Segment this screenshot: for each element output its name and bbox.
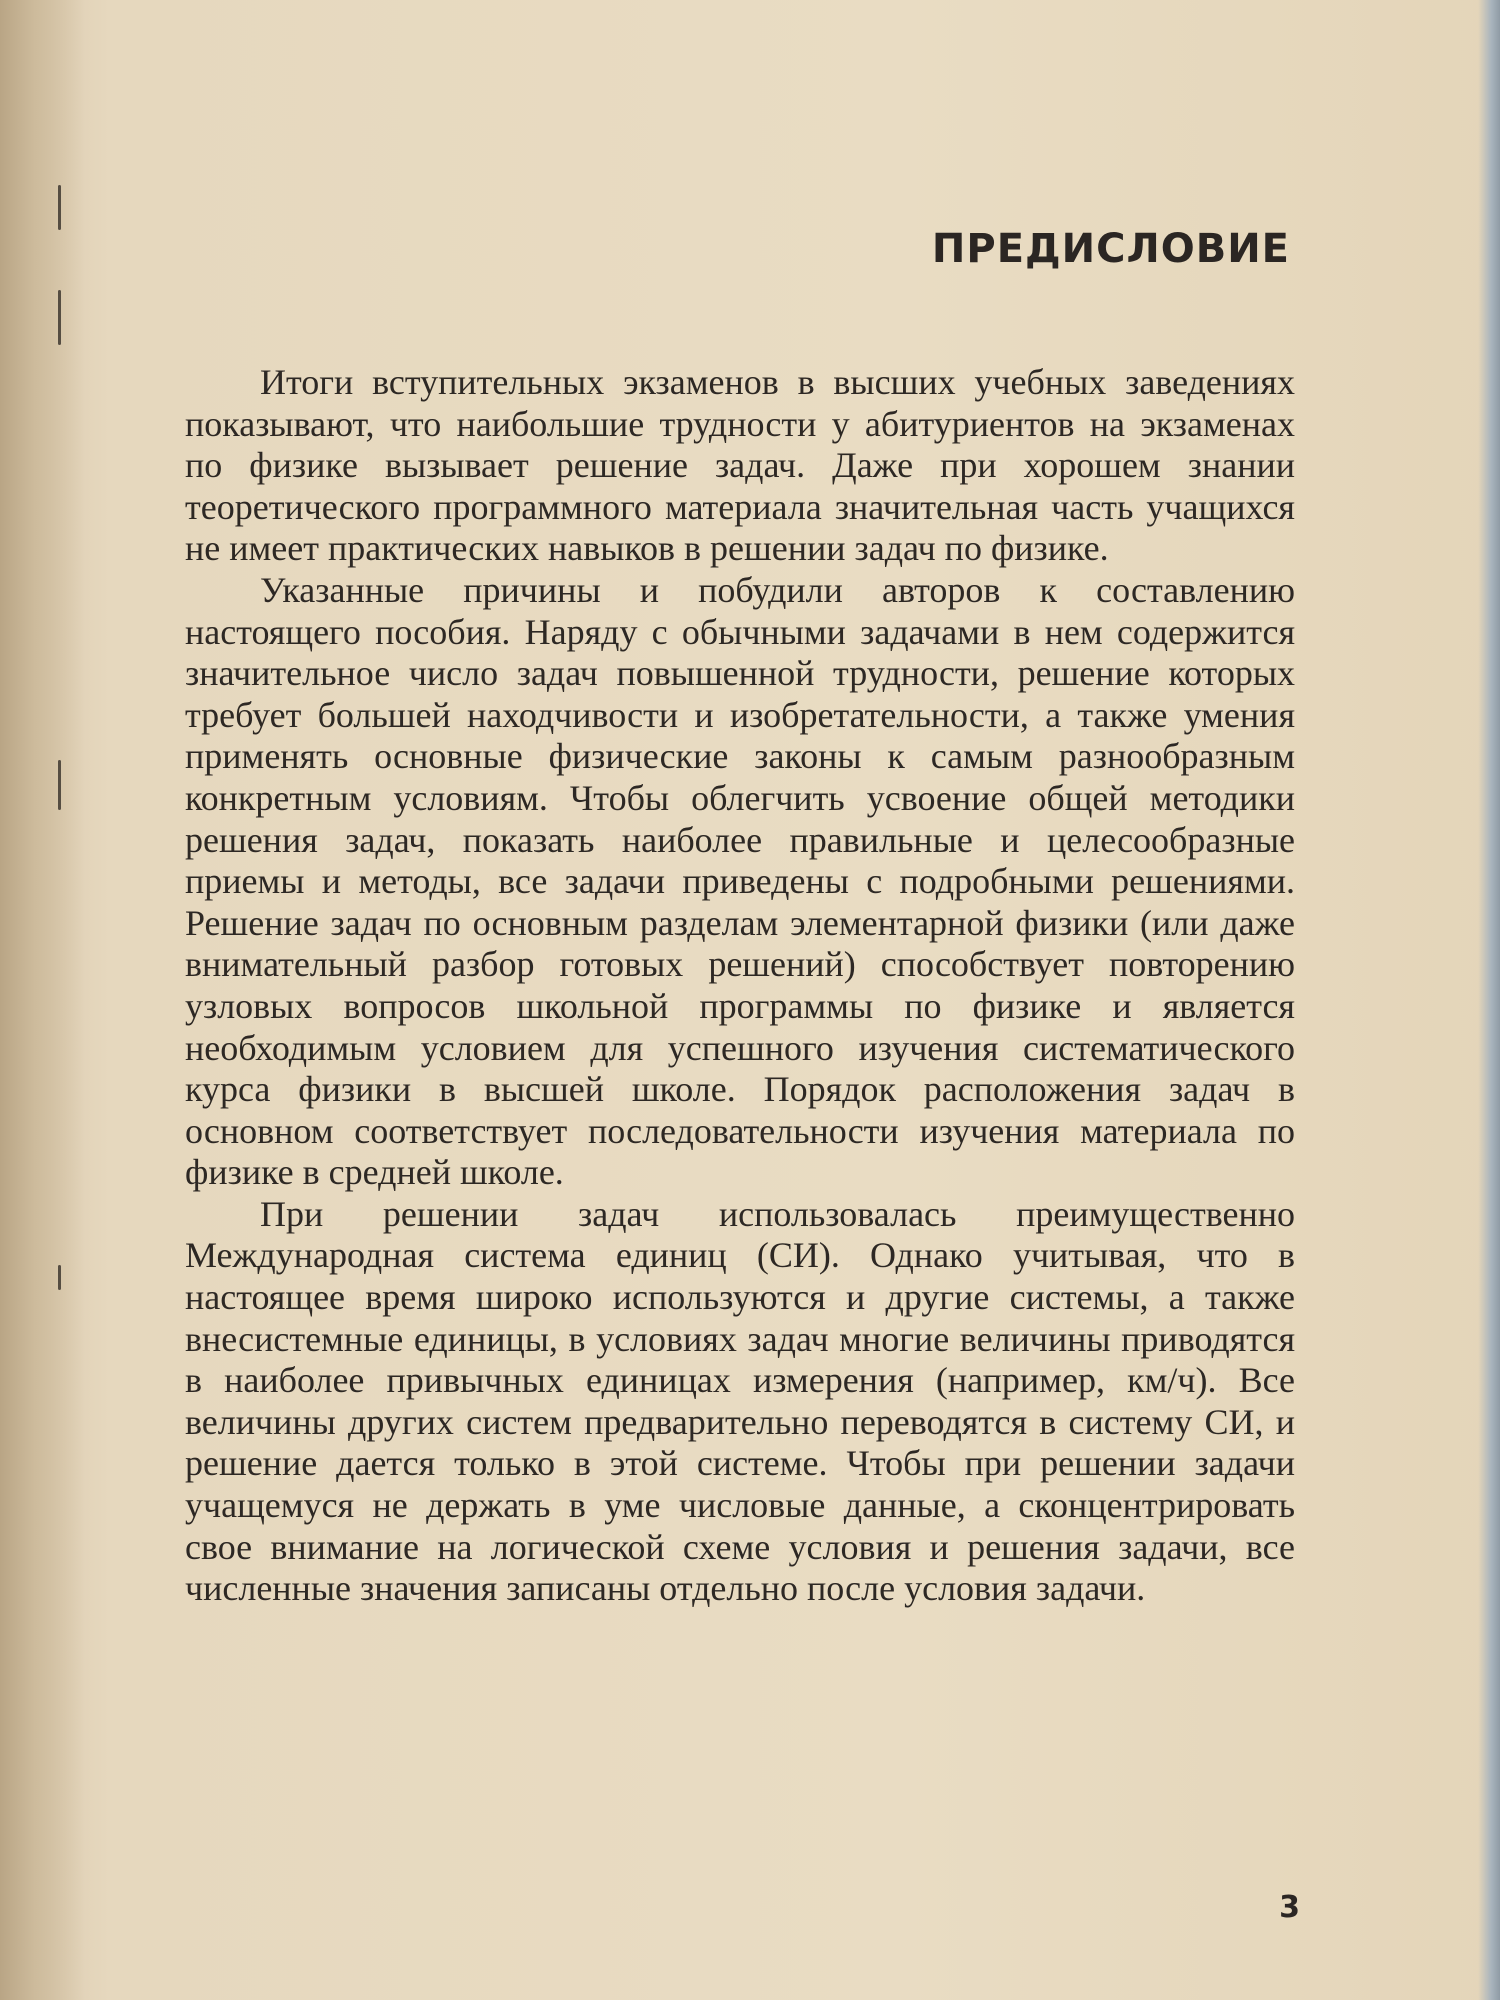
binding-mark (58, 760, 61, 810)
page-number: 3 (1279, 1890, 1300, 1925)
binding-mark (58, 290, 61, 345)
book-binding-edge (0, 0, 85, 2000)
preface-text (185, 362, 1295, 1610)
paragraph: Указанные причины и побудили авторов к составлению настоящего пособия. Наряду с обычными задачами в нем содержится значительное число задач повышенной трудности, решение которых требует большей находчивости и изобретательности, а также умения применять основные физические законы к самым разнообразным конкретным условиям. Чтобы облегчить усвоение общей методики решения задач, показать наиболее правильные и целесообразные приемы и методы, все задачи приведены с подробными решениями. Решение задач по основным разделам элементарной физики (или даже внимательный разбор готовых решений) способствует повторению узловых вопросов школьной программы по физике и является необходимым условием для успешного изучения систематического курса физики в высшей школе. Порядок расположения задач в основном соответствует последовательности изучения материала по физике в средней школе. (185, 569, 1295, 1193)
page-right-edge (1478, 0, 1500, 2000)
paragraph: При решении задач использовалась преимущественно Международная система единиц (СИ). Однако учитывая, что в настоящее время широко используются и другие системы, а также внесистемные единицы, в условиях задач многие величины приводятся в наиболее привычных единицах измерения (например, км/ч). Все величины других систем предварительно переводятся в систему СИ, и решение дается только в этой системе. Чтобы при решении задачи учащемуся не держать в уме числовые данные, а сконцентрировать свое внимание на логической схеме условия и решения задачи, все численные значения записаны отдельно после условия задачи. (185, 1193, 1295, 1609)
binding-mark (58, 185, 61, 230)
binding-mark (58, 1265, 61, 1290)
paragraph: Итоги вступительных экзаменов в высших учебных заведениях показывают, что наибольшие трудности у абитуриентов на экзаменах по физике вызывает решение задач. Даже при хорошем знании теоретического программного материала значительная часть учащихся не имеет практических навыков в решении задач по физике. (185, 362, 1295, 569)
page-heading: ПРЕДИСЛОВИЕ (931, 226, 1290, 272)
